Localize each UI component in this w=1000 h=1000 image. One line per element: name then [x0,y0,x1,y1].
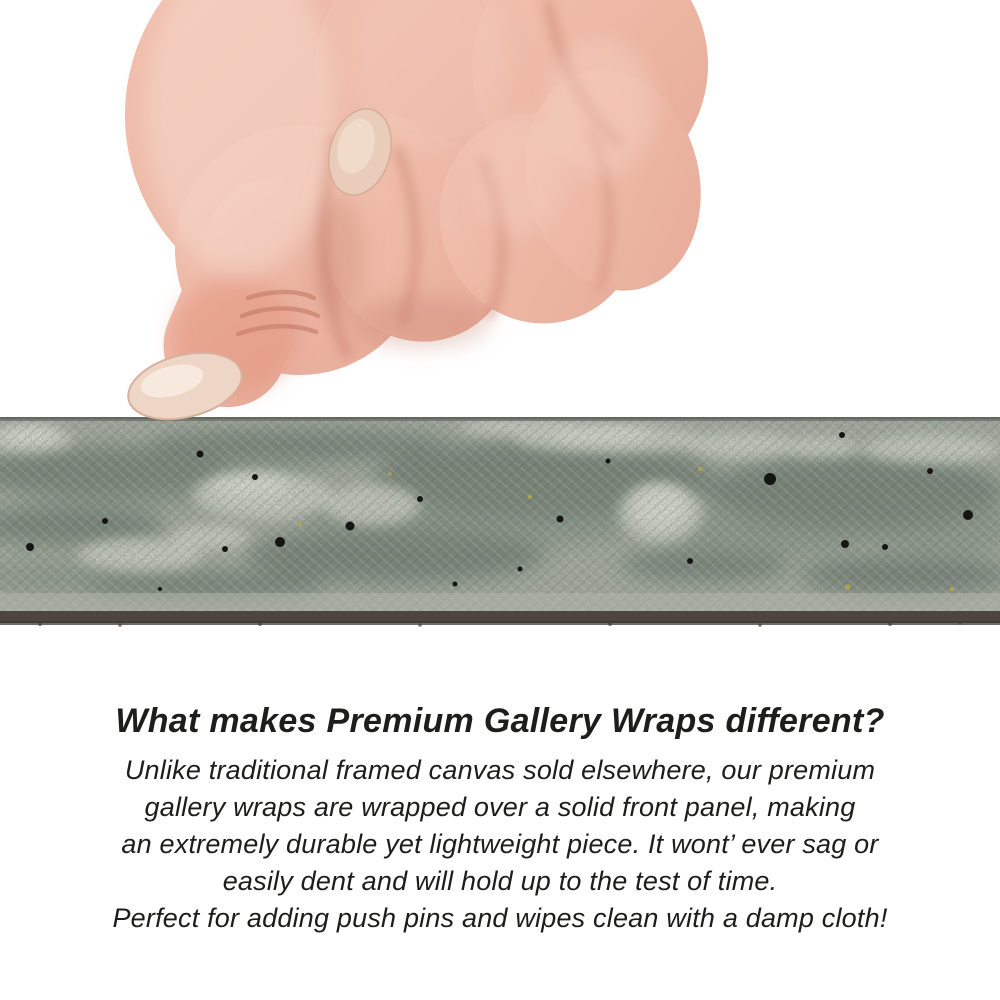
body-line: easily dent and will hold up to the test of time. [222,866,778,896]
body-line: an extremely durable yet lightweight piece. It wont’ ever sag or [121,829,879,859]
canvas-edge-strip [0,417,1000,629]
body-line: Unlike traditional framed canvas sold elsewhere, our premium [124,755,876,785]
caption-block [0,701,1000,937]
panel-edge-bottom [0,621,1000,625]
canvas-texture [0,417,1000,629]
hand-photo [0,0,1000,446]
grain-overlay [0,417,1000,611]
section-heading: What makes Premium Gallery Wraps different? [115,702,885,740]
body-line: Perfect for adding push pins and wipes clean with a damp cloth! [112,903,888,933]
wrap-fold-highlight [0,593,1000,611]
body-line: gallery wraps are wrapped over a solid front panel, making [144,792,856,822]
